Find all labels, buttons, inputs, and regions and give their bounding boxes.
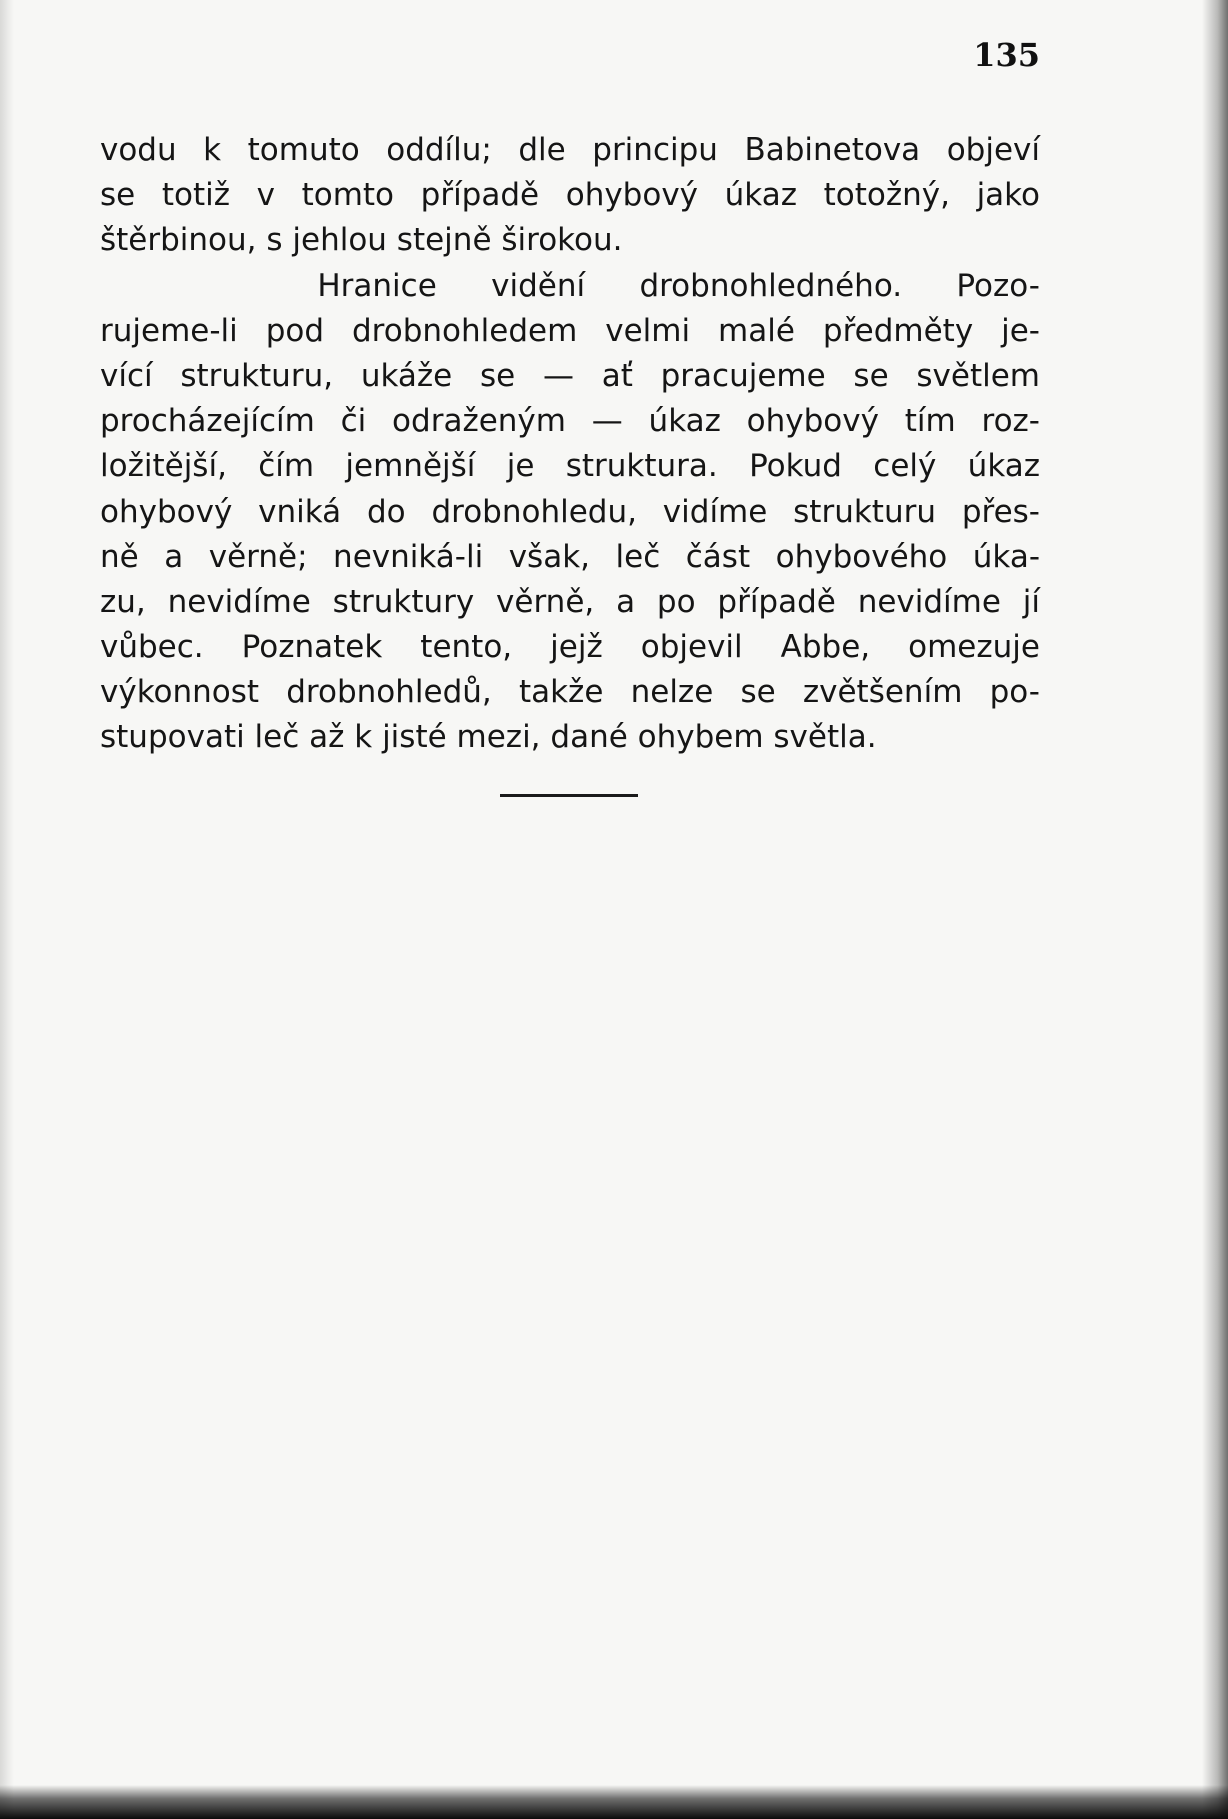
text-line: se totiž v tomto případě ohybový úkaz totožný, jako xyxy=(100,177,1040,214)
text-line: štěrbinou, s jehlou stejně širokou. xyxy=(100,222,623,259)
text-line: ohybový vniká do drobnohledu, vidíme strukturu přes- xyxy=(100,493,1040,530)
text-line: vící strukturu, ukáže se — ať pracujeme se světlem xyxy=(100,357,1040,394)
section-heading-line: Hranice vidění drobnohledného. Pozo- xyxy=(100,267,1040,304)
text-line: vodu k tomuto oddílu; dle principu Babinetova objeví xyxy=(100,132,1040,168)
text-line: zu, nevidíme struktury věrně, a po případě nevidíme jí xyxy=(100,583,1040,620)
page-number: 135 xyxy=(973,36,1040,74)
text-line: ně a věrně; nevniká-li však, leč část ohybového úka- xyxy=(100,538,1040,575)
text-line: stupovati leč až k jisté mezi, dané ohybem světla. xyxy=(100,719,877,756)
text-line: vůbec. Poznatek tento, jejž objevil Abbe, omezuje xyxy=(100,629,1040,666)
section-divider xyxy=(500,794,638,797)
scan-edge-bottom xyxy=(0,1785,1228,1819)
scan-shadow-left xyxy=(0,0,14,1819)
text-line: výkonnost drobnohledů, takže nelze se zvětšením po- xyxy=(100,674,1040,711)
scan-shadow-right xyxy=(1202,0,1228,1819)
text-line: rujeme-li pod drobnohledem velmi malé předměty je- xyxy=(100,312,1040,349)
text-line: ložitější, čím jemnější je struktura. Pokud celý úkaz xyxy=(100,448,1040,485)
text-line: procházejícím či odraženým — úkaz ohybový tím roz- xyxy=(100,403,1040,440)
body-text xyxy=(100,128,1040,761)
